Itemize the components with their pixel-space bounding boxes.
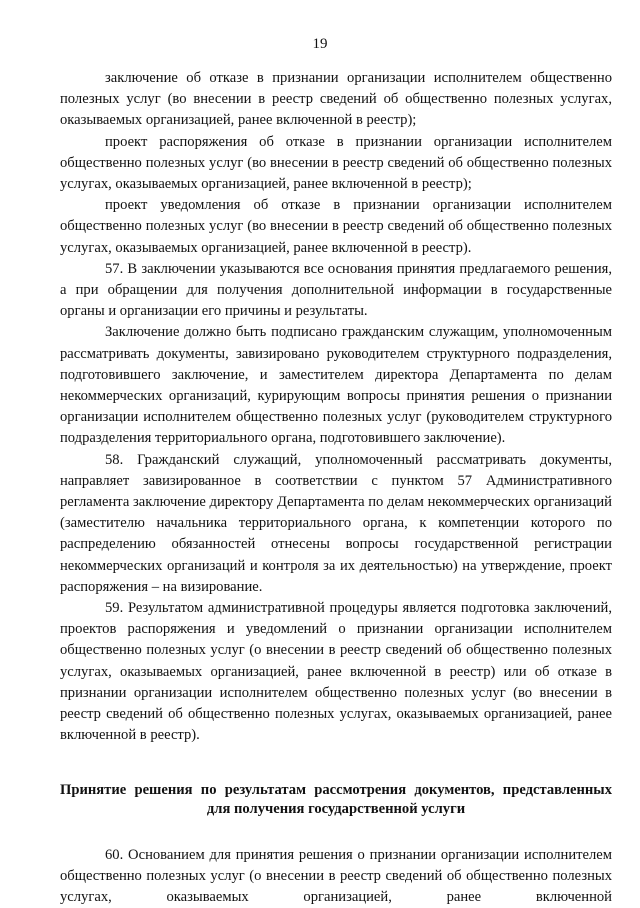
section-heading-line-2: для получения государственной услуги bbox=[60, 800, 612, 819]
paragraph-57: 57. В заключении указываются все основания принятия предлагаемого решения, а при обращении для получения дополнительной информации в государственные органы и организации его причины и результаты. bbox=[60, 259, 612, 323]
paragraph-3: проект уведомления об отказе в признании организации исполнителем общественно полезных услуг (во внесении в реестр сведений об общественно полезных услугах, оказываемых организацией, ранее включенной в реестр). bbox=[60, 195, 612, 259]
section-heading bbox=[60, 781, 612, 819]
document-body bbox=[60, 68, 612, 908]
page-number: 19 bbox=[0, 35, 640, 53]
section-heading-line-1: Принятие решения по результатам рассмотрения документов, представленных bbox=[60, 781, 612, 800]
paragraph-57-conclusion: Заключение должно быть подписано гражданским служащим, уполномоченным рассматривать документы, завизировано руководителем структурного подразделения, подготовившего заключение, и заместителем директора Департамента по делам некоммерческих организаций, курирующим вопросы принятия решения о признании организации исполнителем общественно полезных услуг (руководителем структурного подразделения территориального органа, подготовившего заключение). bbox=[60, 322, 612, 449]
paragraph-60: 60. Основанием для принятия решения о признании организации исполнителем общественно полезных услуг (о внесении в реестр сведений об общественно полезных услугах, оказываемых организацией, ранее включенной bbox=[60, 845, 612, 908]
paragraph-59: 59. Результатом административной процедуры является подготовка заключений, проектов распоряжения и уведомлений о признании организации исполнителем общественно полезных услуг (о внесении в реестр сведений об общественно полезных услугах, оказываемых организацией, ранее включенной в реестр) или об отказе в признании организации исполнителем общественно полезных услуг (во внесении в реестр сведений об общественно полезных услугах, оказываемых организацией, ранее включенной в реестр). bbox=[60, 598, 612, 746]
paragraph-58: 58. Гражданский служащий, уполномоченный рассматривать документы, направляет завизированное в соответствии с пунктом 57 Административного регламента заключение директору Департамента по делам некоммерческих организаций (заместителю начальника территориального органа, к компетенции которого по распределению обязанностей отнесены вопросы государственной регистрации некоммерческих организаций и контроля за их деятельностью) на утверждение, проект распоряжения – на визирование. bbox=[60, 450, 612, 598]
paragraph-2: проект распоряжения об отказе в признании организации исполнителем общественно полезных услуг (во внесении в реестр сведений об общественно полезных услугах, оказываемых организацией, ранее включенной в реестр); bbox=[60, 132, 612, 196]
paragraph-1: заключение об отказе в признании организации исполнителем общественно полезных услуг (во внесении в реестр сведений об общественно полезных услугах, оказываемых организацией, ранее включенной в реестр); bbox=[60, 68, 612, 132]
